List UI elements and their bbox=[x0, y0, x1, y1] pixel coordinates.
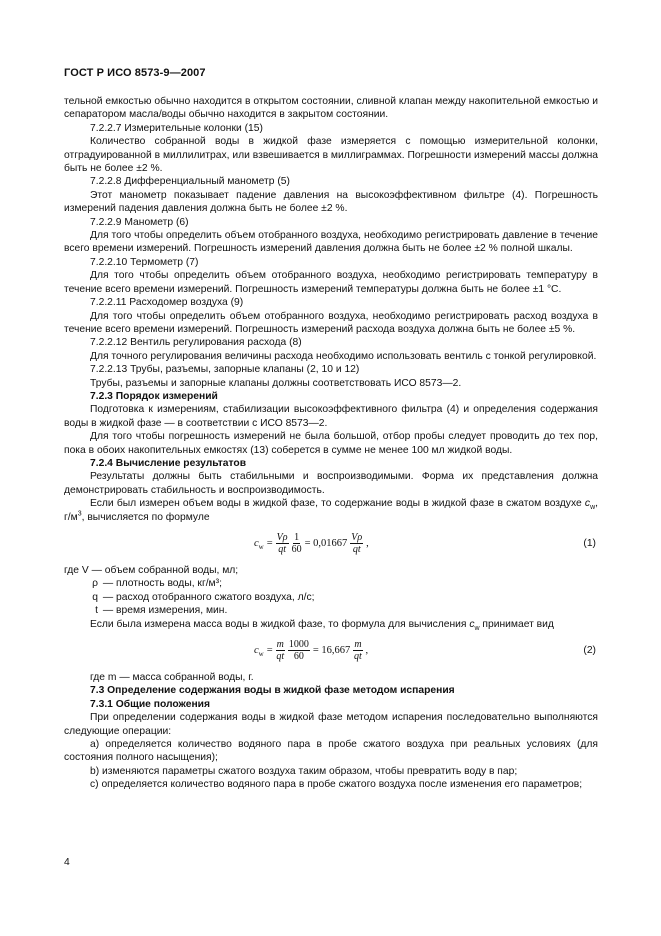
definition-item bbox=[64, 604, 598, 617]
section-heading: 7.2.2.10 Термометр (7) bbox=[90, 256, 199, 268]
definition-text: — плотность воды, кг/м³; bbox=[102, 578, 222, 590]
paragraph: Результаты должны быть стабильными и воспроизводимыми. Форма их представления должна демонстрировать стабильность и воспроизводимость. bbox=[64, 471, 598, 496]
definition-text: — объем собранной воды, мл; bbox=[91, 565, 239, 576]
list-item: b) изменяются параметры сжатого воздуха таким образом, чтобы превратить воду в пар; bbox=[90, 765, 518, 777]
paragraph: Для точного регулирования величины расхода необходимо использовать вентиль с тонкой регулировкой. bbox=[90, 350, 597, 362]
formula-expression bbox=[254, 639, 368, 662]
paragraph: Подготовка к измерениям, стабилизации высокоэффективного фильтра (4) и определения содержания воды в жидкой фазе — в соответствии с ИСО 8573—2. bbox=[64, 404, 598, 429]
variable: c bbox=[254, 537, 259, 549]
fraction bbox=[350, 532, 363, 555]
text-run: принимает вид bbox=[479, 618, 554, 630]
paragraph bbox=[64, 497, 598, 524]
fraction bbox=[288, 639, 310, 662]
numerator: m bbox=[276, 638, 284, 650]
numerator: 1 bbox=[294, 532, 300, 543]
definition-text: — расход отобранного сжатого воздуха, л/с; bbox=[102, 591, 315, 603]
denominator: qt bbox=[352, 544, 361, 555]
numerator: m bbox=[354, 638, 362, 650]
punctuation: , bbox=[366, 537, 369, 549]
section-heading-bold: 7.3 Определение содержания воды в жидкой фазе методом испарения bbox=[90, 685, 455, 697]
section-heading: 7.2.2.11 Расходомер воздуха (9) bbox=[90, 297, 244, 309]
subscript: w bbox=[474, 624, 480, 632]
equals-value: = 0,01667 bbox=[304, 537, 348, 549]
paragraph: При определении содержания воды в жидкой фазе методом испарения последовательно выполняются следующие операции: bbox=[64, 712, 598, 737]
section-heading: 7.2.2.13 Трубы, разъемы, запорные клапаны (2, 10 и 12) bbox=[90, 364, 360, 376]
paragraph: тельной емкостью обычно находится в открытом состоянии, сливной клапан между накопительной емкостью и сепаратором масла/воды обычно находится в закрытом состоянии. bbox=[64, 96, 598, 121]
definition-symbol: t bbox=[95, 605, 98, 617]
formula-number: (1) bbox=[583, 538, 596, 549]
numerator: 1000 bbox=[288, 638, 309, 650]
formula-lhs bbox=[254, 537, 264, 550]
fraction bbox=[292, 532, 302, 555]
fraction bbox=[353, 639, 362, 662]
paragraph: Для того чтобы определить объем отобранного воздуха, необходимо регистрировать расход воздуха в течение всего времени измерений. Погрешность измерений расхода воздуха должна быть не более ±5 %. bbox=[64, 310, 598, 335]
section-heading: 7.2.2.7 Измерительные колонки (15) bbox=[90, 122, 263, 134]
paragraph: Количество собранной воды в жидкой фазе измеряется с помощью измерительной колонки, отградуированной в миллилитрах, или взвешивается в миллиграммах. Погрешности измерений массы должна быть не более ±2 %. bbox=[64, 136, 598, 175]
equals-sign: = bbox=[266, 644, 273, 656]
section-heading: 7.2.2.9 Манометр (6) bbox=[90, 216, 189, 228]
document-header: ГОСТ Р ИСО 8573-9—2007 bbox=[64, 67, 206, 79]
list-item: с) определяется количество водяного пара в пробе сжатого воздуха после изменения его параметров; bbox=[90, 779, 583, 791]
page-number: 4 bbox=[64, 857, 70, 868]
definition-symbol: ρ bbox=[92, 578, 98, 590]
definition-symbol: где V bbox=[64, 565, 89, 576]
numerator: Vρ bbox=[351, 532, 363, 543]
text-run: Если был измерен объем воды в жидкой фазе, то содержание воды в жидкой фазе в сжатом воздухе bbox=[90, 498, 585, 510]
paragraph: Для того чтобы определить объем отобранного воздуха, необходимо регистрировать давление в течение всего времени измерений. Погрешность измерений давления должна быть не более ±2 % полной шкалы. bbox=[64, 230, 598, 255]
variable: c bbox=[469, 618, 475, 630]
section-heading-bold: 7.3.1 Общие положения bbox=[90, 698, 210, 710]
text-run: Если была измерена масса воды в жидкой фазе, то формула для вычисления bbox=[90, 618, 470, 630]
definition-item bbox=[64, 577, 598, 590]
fraction bbox=[276, 532, 289, 555]
fraction bbox=[276, 639, 285, 662]
variable: c bbox=[254, 644, 259, 656]
formula-1 bbox=[64, 530, 598, 560]
equals-sign: = bbox=[266, 537, 273, 549]
denominator: qt bbox=[278, 544, 286, 555]
definition-text: — время измерения, мин. bbox=[102, 605, 228, 617]
numerator: Vρ bbox=[276, 532, 288, 543]
paragraph: Для того чтобы определить объем отобранного воздуха, необходимо регистрировать температуру в течение всего времени измерений. Погрешность измерений температуры должна быть не более ±1 °С. bbox=[64, 270, 598, 295]
paragraph bbox=[64, 618, 598, 631]
subscript: w bbox=[258, 542, 264, 551]
section-heading-bold: 7.2.4 Вычисление результатов bbox=[90, 457, 247, 469]
definition-item bbox=[64, 591, 598, 604]
list-item: а) определяется количество водяного пара в пробе сжатого воздуха при реальных условиях (для состояния полного насыщения); bbox=[64, 739, 598, 764]
definition-line: где m — масса собранной воды, г. bbox=[90, 671, 254, 683]
section-heading: 7.2.2.8 Дифференциальный манометр (5) bbox=[90, 176, 290, 188]
denominator: 60 bbox=[291, 544, 302, 555]
text-run: , г/м bbox=[64, 498, 598, 523]
equals-value: = 16,667 bbox=[312, 644, 351, 656]
superscript: 3 bbox=[77, 510, 82, 518]
section-heading-bold: 7.2.3 Порядок измерений bbox=[90, 390, 218, 402]
denominator: qt bbox=[354, 650, 362, 662]
text-run: , вычисляется по формуле bbox=[81, 511, 210, 523]
subscript: w bbox=[590, 504, 596, 512]
paragraph: Для того чтобы погрешность измерений не была большой, отбор пробы следует проводить до тех пор, пока в обоих накопительных емкостях (13) соберется в сумме не менее 100 мл жидкой воды. bbox=[64, 431, 598, 456]
punctuation: , bbox=[365, 644, 369, 656]
subscript: w bbox=[258, 649, 264, 658]
section-heading: 7.2.2.12 Вентиль регулирования расхода (8) bbox=[90, 337, 302, 349]
paragraph: Этот манометр показывает падение давления на высокоэффективном фильтре (4). Погрешность измерений падения давления должна быть не более ±2 %. bbox=[64, 189, 598, 215]
formula-2 bbox=[64, 637, 598, 667]
denominator: qt bbox=[276, 650, 285, 662]
formula-number: (2) bbox=[583, 644, 596, 656]
document-body bbox=[64, 95, 598, 792]
denominator: 60 bbox=[293, 650, 304, 662]
definitions-list bbox=[64, 564, 598, 618]
formula-expression bbox=[254, 532, 369, 555]
variable: c bbox=[584, 498, 591, 510]
definition-item bbox=[64, 564, 598, 577]
paragraph: Трубы, разъемы и запорные клапаны должны соответствовать ИСО 8573—2. bbox=[90, 377, 462, 389]
formula-lhs bbox=[254, 644, 264, 657]
definition-symbol: q bbox=[92, 591, 98, 603]
